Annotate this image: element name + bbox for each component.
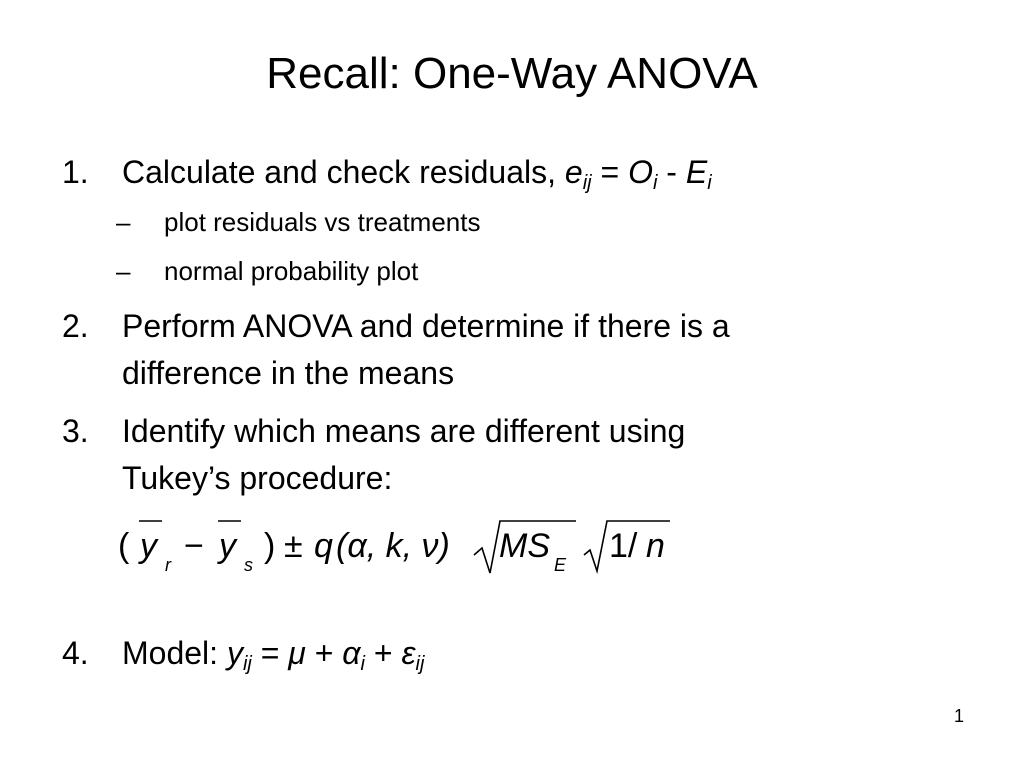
formula-n: n xyxy=(646,527,665,565)
item-number: 2. xyxy=(62,308,89,344)
item-number: 4. xyxy=(62,635,89,671)
formula-ms: MS xyxy=(499,527,550,565)
formula-sub-r: r xyxy=(165,555,171,575)
item-text-line-1: Identify which means are different using xyxy=(122,413,686,449)
subitem-text: normal probability plot xyxy=(164,256,419,286)
item-text-line-1: Perform ANOVA and determine if there is a xyxy=(122,308,730,344)
formula-q: q xyxy=(314,527,333,565)
formula-y-s: y xyxy=(219,527,236,565)
subitem-text: plot residuals vs treatments xyxy=(164,207,481,237)
item-text-line-2: difference in the means xyxy=(122,355,455,391)
dash-bullet: – xyxy=(116,207,131,237)
dash-bullet: – xyxy=(116,256,131,286)
formula-q-args: (α, k, ν) xyxy=(336,527,450,565)
item-number: 3. xyxy=(62,413,89,449)
formula-minus: − xyxy=(184,527,204,565)
slide-title: Recall: One-Way ANOVA xyxy=(266,49,758,98)
item-text-line-2: Tukey’s procedure: xyxy=(122,460,393,496)
formula-rparen: ) xyxy=(264,527,276,565)
formula-plus-minus: ± xyxy=(284,527,303,565)
item-number: 1. xyxy=(62,154,89,190)
item-text: Model: yij = μ + αi + εij xyxy=(122,635,425,675)
page-number: 1 xyxy=(954,706,965,726)
formula-y-r: y xyxy=(140,527,157,565)
formula-sub-s: s xyxy=(244,555,253,575)
formula-ms-sub: E xyxy=(554,555,567,575)
formula-lparen: ( xyxy=(118,527,130,565)
formula-one-over: 1/ xyxy=(609,527,638,565)
item-text: Calculate and check residuals, eij = Oi - Ei xyxy=(122,154,712,194)
